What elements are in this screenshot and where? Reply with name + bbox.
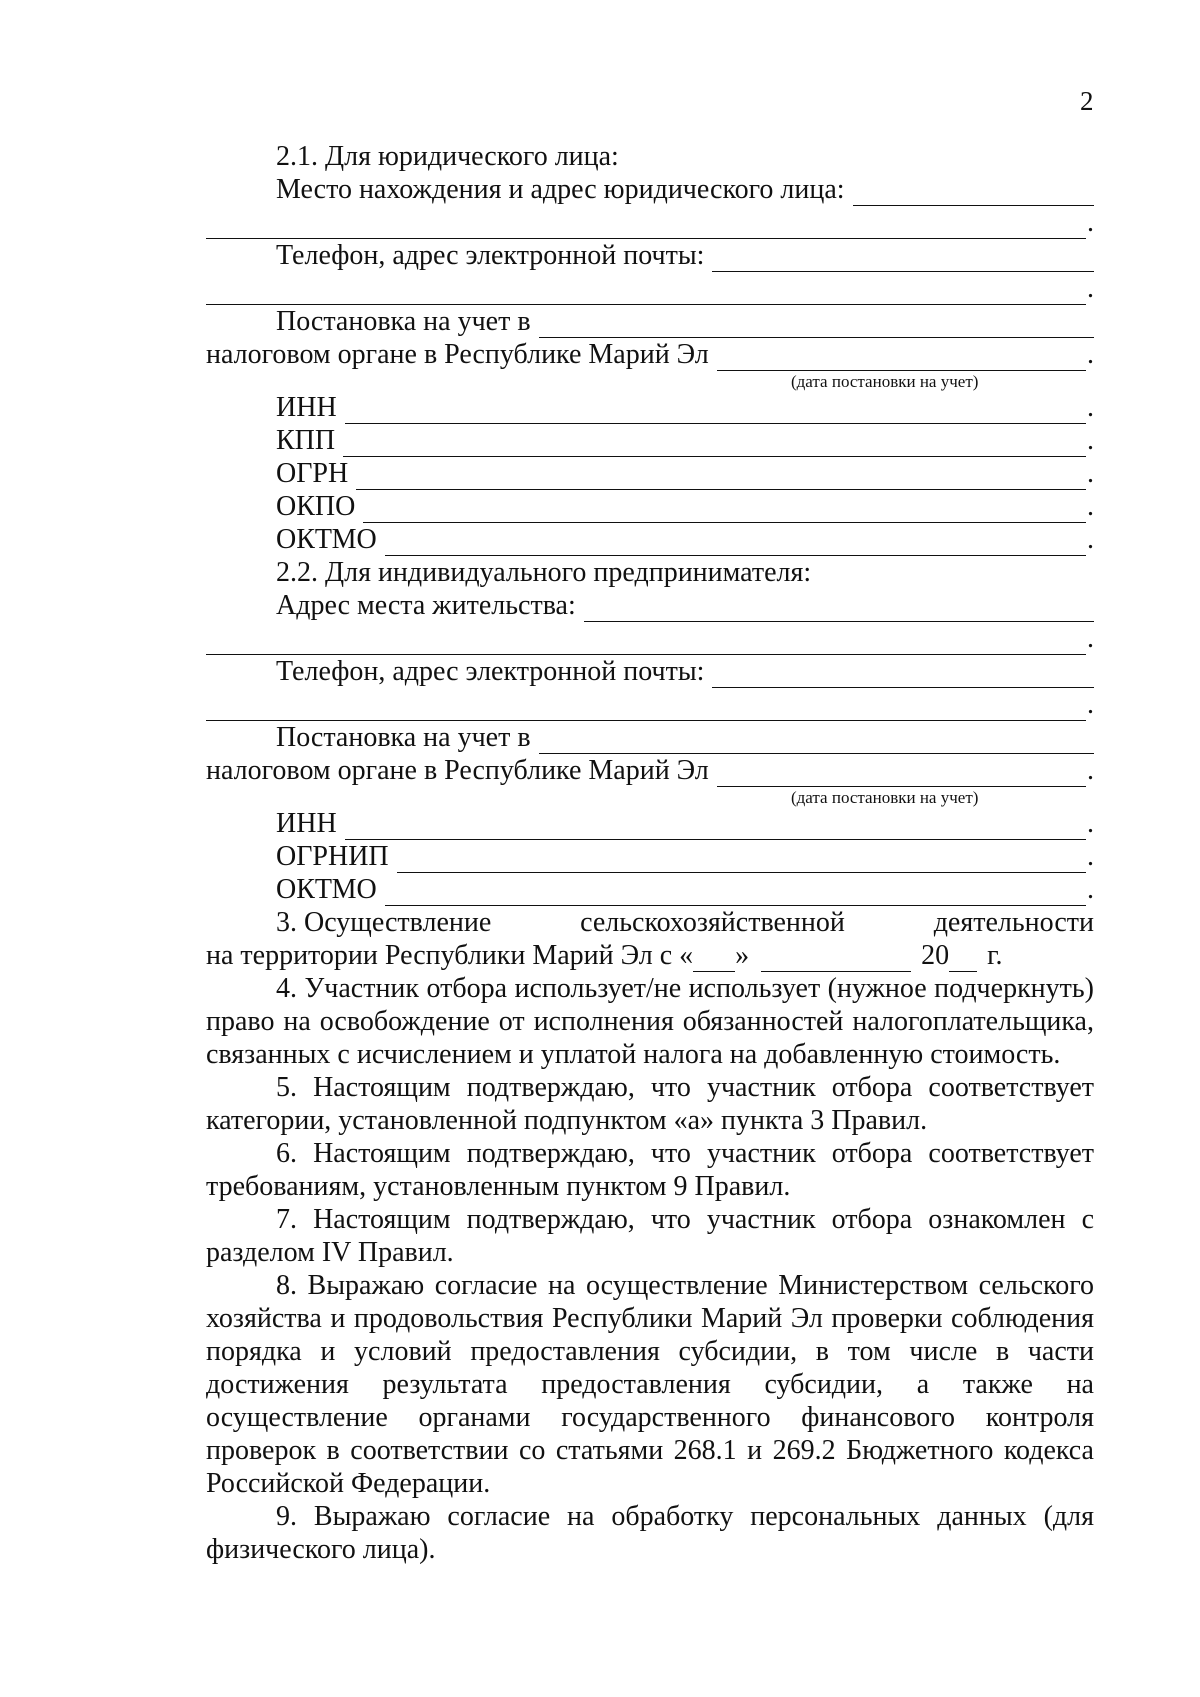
ip-address-row-2: . <box>206 622 1094 655</box>
ip-phone-row-2: . <box>206 688 1094 721</box>
start-month-field[interactable] <box>761 947 911 972</box>
ip-address-field-2[interactable] <box>206 630 1086 655</box>
item8-paragraph: 8. Выражаю согласие на осуществление Министерством сельского хозяйства и продовольствия Республики Марий Эл проверки соблюдения порядка и условий предоставления субсидии, в том числе в части достижения результата предоставления субсидии, а также на осуществление органами государственного финансового контроля проверок в соответствии со статьями 268.1 и 269.2 Бюджетного кодекса Российской Федерации. <box>206 1270 1094 1499</box>
ip-tax-row: Постановка на учет в <box>206 721 1094 754</box>
legal-kpp-row: КПП . <box>276 425 1094 456</box>
legal-tax-date-field[interactable] <box>717 346 1086 371</box>
page-number: 2 <box>1080 86 1094 116</box>
ip-ogrnip-row: ОГРНИП . <box>276 841 1094 872</box>
ip-inn-field[interactable] <box>345 815 1086 840</box>
legal-phone-field[interactable] <box>712 247 1094 272</box>
legal-heading: 2.1. Для юридического лица: <box>276 141 619 172</box>
ip-inn-row: ИНН . <box>276 808 1094 839</box>
item6-paragraph: 6. Настоящим подтверждаю, что участник отбора соответствует требованиям, установленным пунктом 9 Правил. <box>206 1138 1094 1202</box>
legal-phone-row-2: . <box>206 272 1094 305</box>
legal-tax-row: Постановка на учет в <box>206 305 1094 338</box>
legal-oktmo-field[interactable] <box>385 531 1086 556</box>
start-year-field[interactable] <box>949 947 977 972</box>
legal-phone-row: Телефон, адрес электронной почты: <box>206 239 1094 272</box>
legal-oktmo-row: ОКТМО . <box>276 524 1094 555</box>
legal-ogrn-field[interactable] <box>356 465 1086 490</box>
ip-tax-row-2: налоговом органе в Республике Марий Эл . <box>206 755 1094 786</box>
legal-address-row-2: . <box>206 206 1094 239</box>
form-content <box>206 140 1094 1566</box>
item4-paragraph: 4. Участник отбора использует/не использует (нужное подчеркнуть) право на освобождение от исполнения обязанностей налогоплательщика, связанных с исчислением и уплатой налога на добавленную стоимость. <box>206 973 1094 1070</box>
item5-paragraph: 5. Настоящим подтверждаю, что участник отбора соответствует категории, установленной подпунктом «а» пункта 3 Правил. <box>206 1072 1094 1136</box>
ip-phone-row: Телефон, адрес электронной почты: <box>206 655 1094 688</box>
ip-tax-caption: (дата постановки на учет) <box>791 788 979 807</box>
ip-phone-field-2[interactable] <box>206 696 1086 721</box>
legal-okpo-row: ОКПО . <box>276 491 1094 522</box>
legal-inn-field[interactable] <box>345 399 1086 424</box>
ip-address-field[interactable] <box>584 597 1094 622</box>
ip-ogrnip-field[interactable] <box>397 848 1086 873</box>
start-day-field[interactable] <box>693 947 735 972</box>
legal-tax-caption: (дата постановки на учет) <box>791 372 979 391</box>
item9-paragraph: 9. Выражаю согласие на обработку персональных данных (для физического лица). <box>206 1501 1094 1565</box>
legal-kpp-field[interactable] <box>343 432 1086 457</box>
ip-tax-date-field[interactable] <box>717 762 1086 787</box>
item3-line2: на территории Республики Марий Эл с « » 20 г. <box>206 940 1003 971</box>
ip-heading: 2.2. Для индивидуального предпринимателя: <box>276 557 812 588</box>
legal-phone-field-2[interactable] <box>206 280 1086 305</box>
legal-ogrn-row: ОГРН . <box>276 458 1094 489</box>
legal-tax-field[interactable] <box>539 313 1094 338</box>
ip-oktmo-field[interactable] <box>385 881 1086 906</box>
item3-line1: 3. Осуществление сельскохозяйственной деятельности <box>276 907 1094 938</box>
ip-address-row: Адрес места жительства: <box>206 589 1094 622</box>
legal-tax-row-2: налоговом органе в Республике Марий Эл . <box>206 339 1094 370</box>
ip-phone-field[interactable] <box>712 663 1094 688</box>
legal-inn-row: ИНН . <box>276 392 1094 423</box>
legal-address-field[interactable] <box>853 181 1094 206</box>
legal-address-field-2[interactable] <box>206 214 1086 239</box>
ip-tax-field[interactable] <box>539 729 1094 754</box>
item7-paragraph: 7. Настоящим подтверждаю, что участник отбора ознакомлен с разделом IV Правил. <box>206 1204 1094 1268</box>
legal-okpo-field[interactable] <box>363 498 1086 523</box>
ip-oktmo-row: ОКТМО . <box>276 874 1094 905</box>
legal-address-row: Место нахождения и адрес юридического лица: <box>206 173 1094 206</box>
